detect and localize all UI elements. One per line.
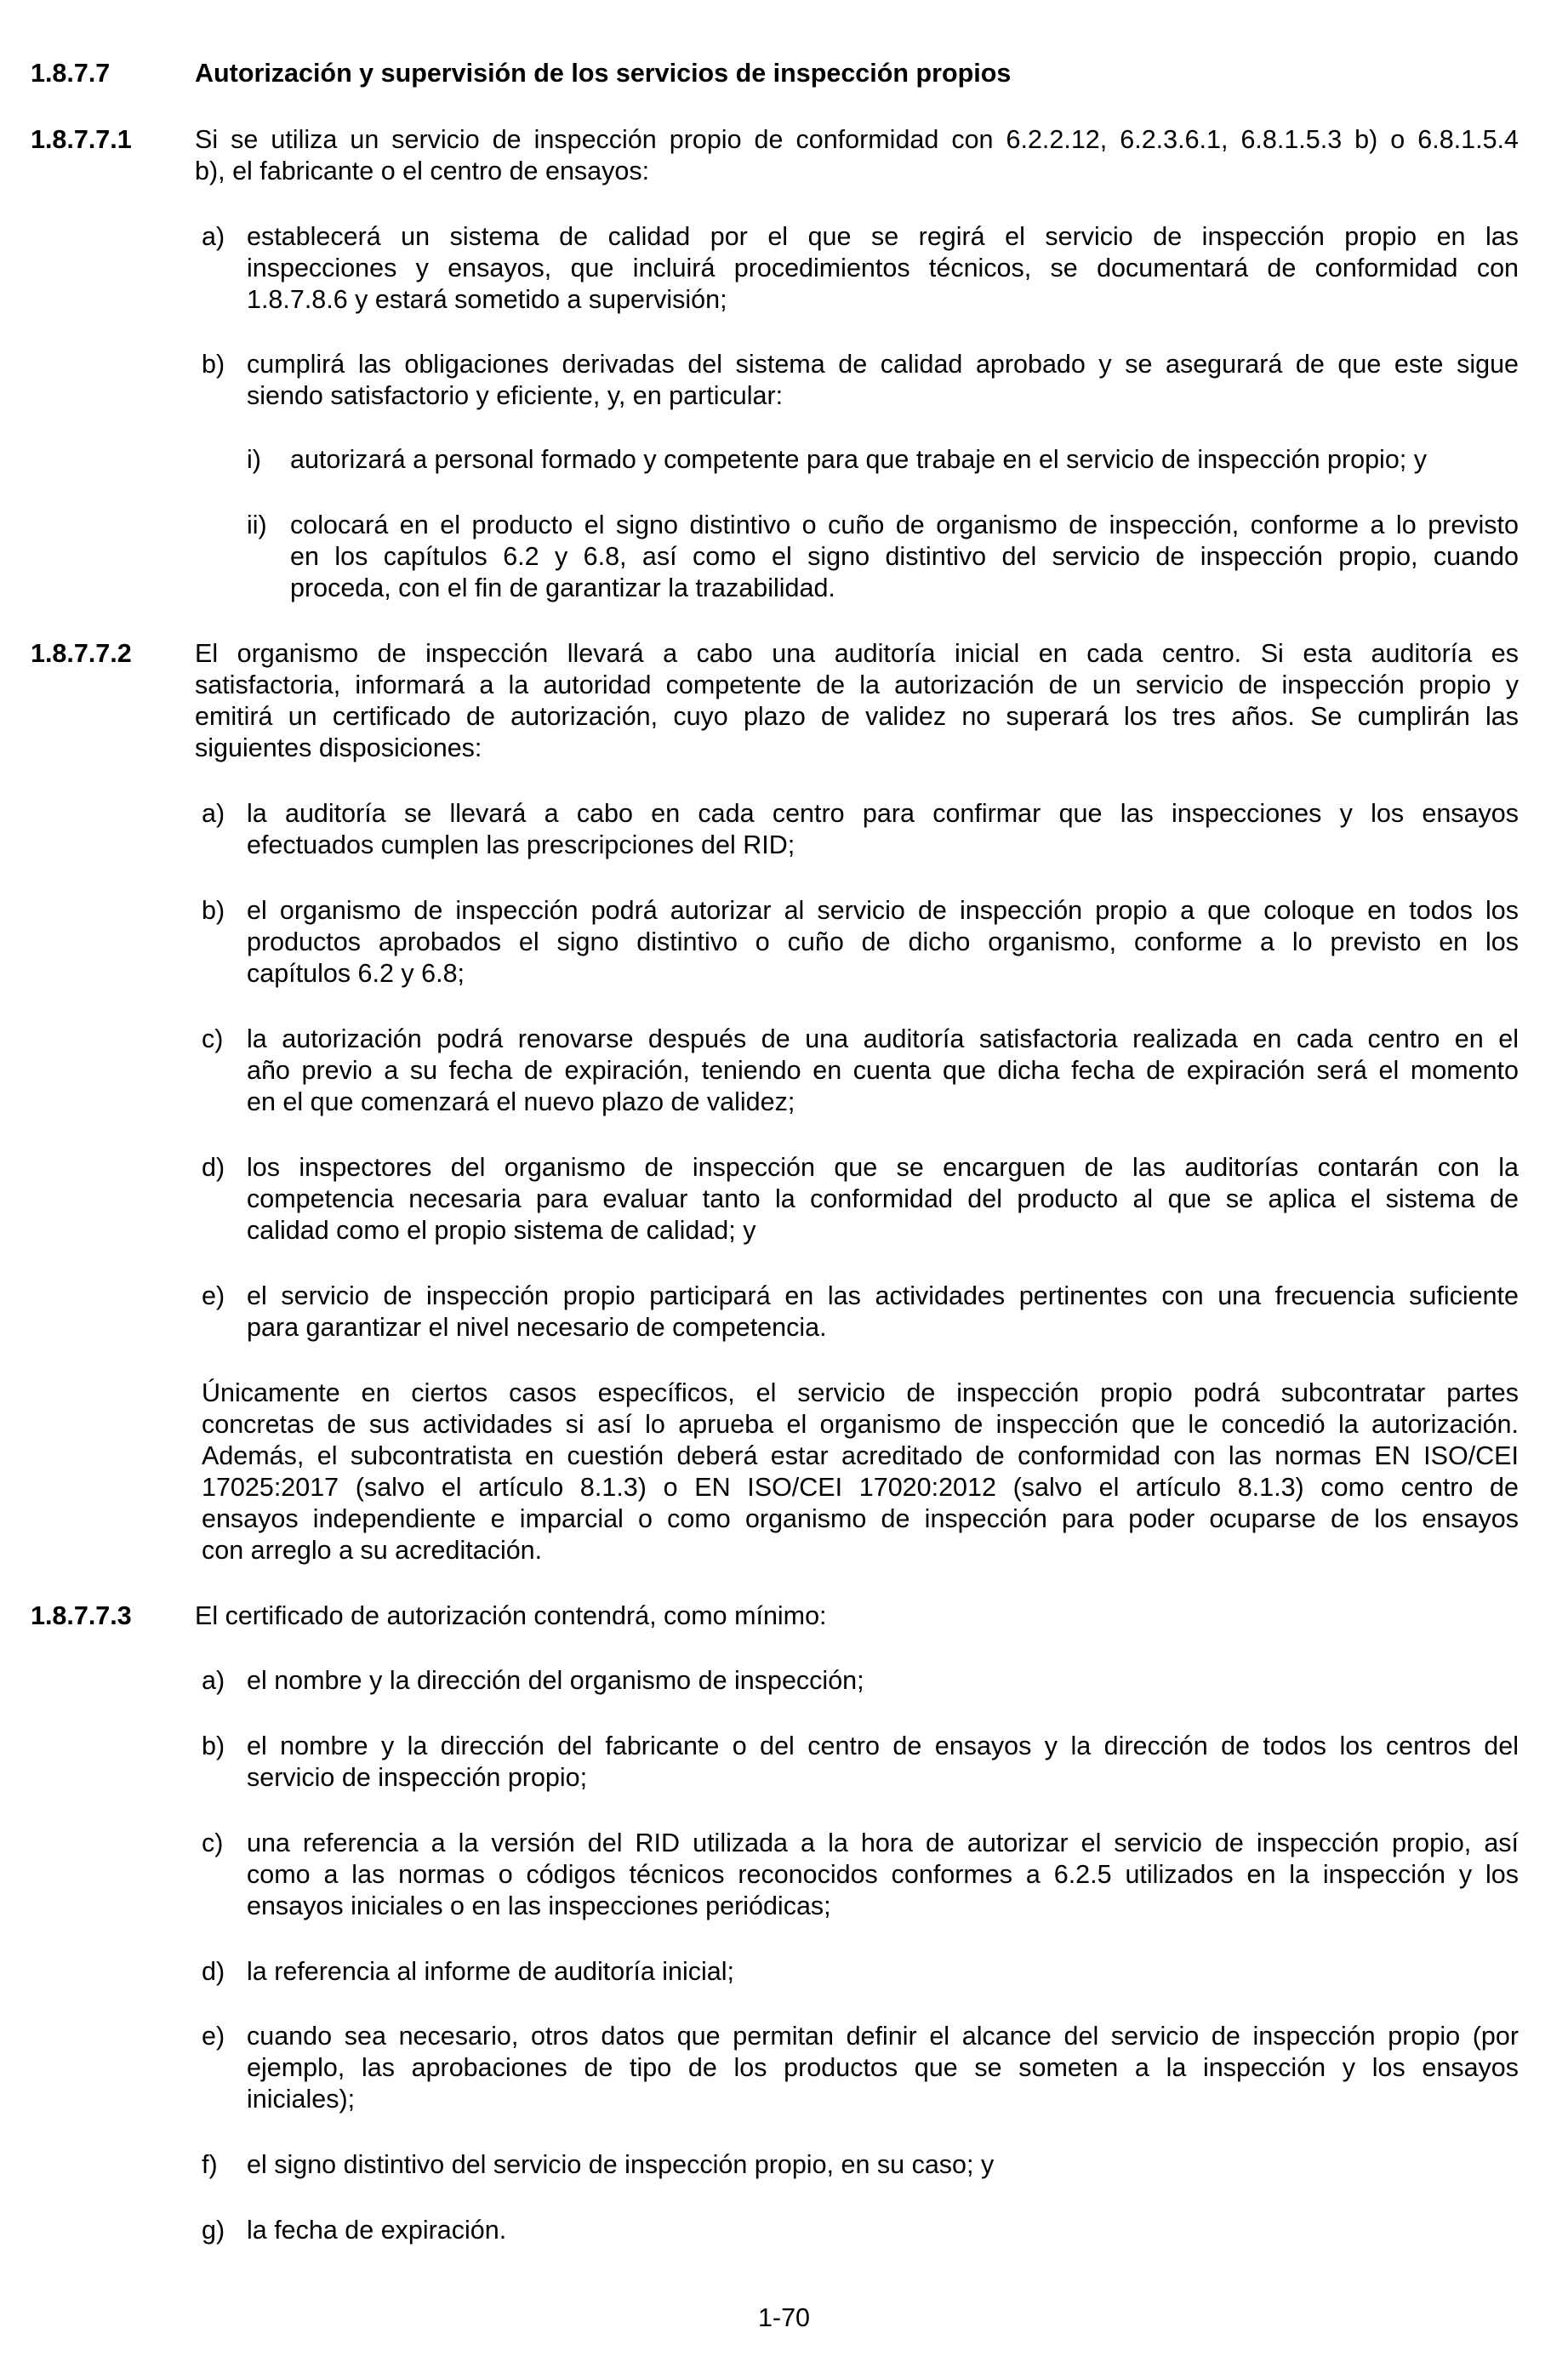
list-item-line: una referencia a la versión del RID utilizada a la hora de autorizar el servicio de inspección propio, así (247, 1829, 1519, 1857)
paragraph-text-line: siguientes disposiciones: (195, 733, 482, 762)
list-marker: f) (202, 2150, 218, 2179)
list-item-line: capítulos 6.2 y 6.8; (247, 959, 465, 988)
note-line: ensayos independiente e imparcial o como organismo de inspección para poder ocuparse de los ensayos (202, 1504, 1519, 1533)
sublist-item-line: en los capítulos 6.2 y 6.8, así como el signo distintivo del servicio de inspección propio, cuando (290, 542, 1519, 571)
list-item-line: cuando sea necesario, otros datos que permitan definir el alcance del servicio de inspección propio (por (247, 2022, 1519, 2051)
list-item-line: 1.8.7.8.6 y estará sometido a supervisión; (247, 285, 727, 314)
list-item-line: el nombre y la dirección del organismo de inspección; (247, 1666, 864, 1695)
note-line: Además, el subcontratista en cuestión deberá estar acreditado de conformidad con las normas EN ISO/CEI (202, 1441, 1519, 1470)
list-item-line: el organismo de inspección podrá autorizar al servicio de inspección propio a que coloque en todos los (247, 896, 1519, 925)
list-item-line: iniciales); (247, 2085, 356, 2114)
sublist-item-line: colocará en el producto el signo distintivo o cuño de organismo de inspección, conforme a lo previsto (290, 511, 1519, 539)
list-item-line: inspecciones y ensayos, que incluirá procedimientos técnicos, se documentará de conformidad con (247, 254, 1519, 282)
list-marker: d) (202, 1153, 225, 1182)
sublist-marker: ii) (247, 511, 267, 539)
paragraph-text-line: satisfactoria, informará a la autoridad competente de la autorización de un servicio de inspección propio y (195, 670, 1519, 699)
list-marker: a) (202, 222, 225, 251)
list-item-line: en el que comenzará el nuevo plazo de validez; (247, 1087, 795, 1116)
note-line: con arreglo a su acreditación. (202, 1536, 543, 1565)
list-item-line: siendo satisfactorio y eficiente, y, en particular: (247, 381, 784, 410)
list-item-line: efectuados cumplen las prescripciones del RID; (247, 830, 795, 859)
list-marker: c) (202, 1829, 224, 1857)
paragraph-text-line: emitirá un certificado de autorización, cuyo plazo de validez no superará los tres años. Se cumplirán las (195, 702, 1519, 731)
paragraph-number: 1.8.7.7.1 (31, 125, 132, 154)
sublist-item-line: autorizará a personal formado y competente para que trabaje en el servicio de inspección propio; y (290, 445, 1427, 474)
list-marker: e) (202, 2022, 225, 2051)
paragraph-text-line: Si se utiliza un servicio de inspección propio de conformidad con 6.2.2.12, 6.2.3.6.1, 6.8.1.5.3 b) o 6.8.1.5.4 (195, 125, 1519, 154)
paragraph-number: 1.8.7.7.2 (31, 639, 132, 668)
note-line: concretas de sus actividades si así lo aprueba el organismo de inspección que le concedió la autorización. (202, 1410, 1519, 1439)
list-item-line: establecerá un sistema de calidad por el que se regirá el servicio de inspección propio en las (247, 222, 1519, 251)
list-item-line: como a las normas o códigos técnicos reconocidos conformes a 6.2.5 utilizados en la inspección y los (247, 1860, 1519, 1889)
list-marker: g) (202, 2216, 225, 2245)
section-number: 1.8.7.7 (31, 59, 111, 88)
list-item-line: cumplirá las obligaciones derivadas del sistema de calidad aprobado y se asegurará de que este sigue (247, 350, 1519, 379)
list-item-line: la fecha de expiración. (247, 2216, 507, 2245)
list-item-line: productos aprobados el signo distintivo o cuño de dicho organismo, conforme a lo previsto en los (247, 927, 1519, 956)
list-item-line: servicio de inspección propio; (247, 1763, 588, 1792)
list-marker: d) (202, 1957, 225, 1986)
list-marker: b) (202, 1732, 225, 1760)
list-item-line: año previo a su fecha de expiración, teniendo en cuenta que dicha fecha de expiración será el momento (247, 1056, 1519, 1085)
page-number: 1-70 (757, 2303, 811, 2332)
list-marker: a) (202, 799, 225, 828)
list-marker: b) (202, 350, 225, 379)
list-item-line: los inspectores del organismo de inspección que se encarguen de las auditorías contarán con la (247, 1153, 1519, 1182)
paragraph-text-line: El organismo de inspección llevará a cabo una auditoría inicial en cada centro. Si esta auditoría es (195, 639, 1519, 668)
sublist-marker: i) (247, 445, 261, 474)
sublist-item-line: proceda, con el fin de garantizar la trazabilidad. (290, 573, 835, 602)
list-item-line: ejemplo, las aprobaciones de tipo de los productos que se someten a la inspección y los ensayos (247, 2053, 1519, 2082)
list-item-line: la referencia al informe de auditoría inicial; (247, 1957, 735, 1986)
list-item-line: para garantizar el nivel necesario de competencia. (247, 1313, 827, 1342)
list-marker: b) (202, 896, 225, 925)
list-item-line: ensayos iniciales o en las inspecciones periódicas; (247, 1891, 831, 1920)
list-marker: a) (202, 1666, 225, 1695)
list-item-line: el signo distintivo del servicio de inspección propio, en su caso; y (247, 2150, 995, 2179)
list-item-line: el nombre y la dirección del fabricante o del centro de ensayos y la dirección de todos los centros del (247, 1732, 1519, 1760)
list-item-line: calidad como el propio sistema de calidad; y (247, 1216, 756, 1245)
list-item-line: el servicio de inspección propio participará en las actividades pertinentes con una frecuencia suficiente (247, 1281, 1519, 1310)
paragraph-text-line: b), el fabricante o el centro de ensayos: (195, 157, 650, 185)
list-item-line: la auditoría se llevará a cabo en cada centro para confirmar que las inspecciones y los ensayos (247, 799, 1519, 828)
paragraph-text-line: El certificado de autorización contendrá, como mínimo: (195, 1601, 827, 1630)
list-marker: c) (202, 1024, 224, 1053)
list-marker: e) (202, 1281, 225, 1310)
list-item-line: la autorización podrá renovarse después de una auditoría satisfactoria realizada en cada centro en el (247, 1024, 1519, 1053)
section-title: Autorización y supervisión de los servicios de inspección propios (195, 59, 1012, 88)
paragraph-number: 1.8.7.7.3 (31, 1601, 132, 1630)
note-line: 17025:2017 (salvo el artículo 8.1.3) o EN ISO/CEI 17020:2012 (salvo el artículo 8.1.3) como centro de (202, 1473, 1519, 1502)
note-line: Únicamente en ciertos casos específicos, el servicio de inspección propio podrá subcontratar partes (202, 1378, 1519, 1407)
list-item-line: competencia necesaria para evaluar tanto la conformidad del producto al que se aplica el sistema de (247, 1184, 1519, 1213)
